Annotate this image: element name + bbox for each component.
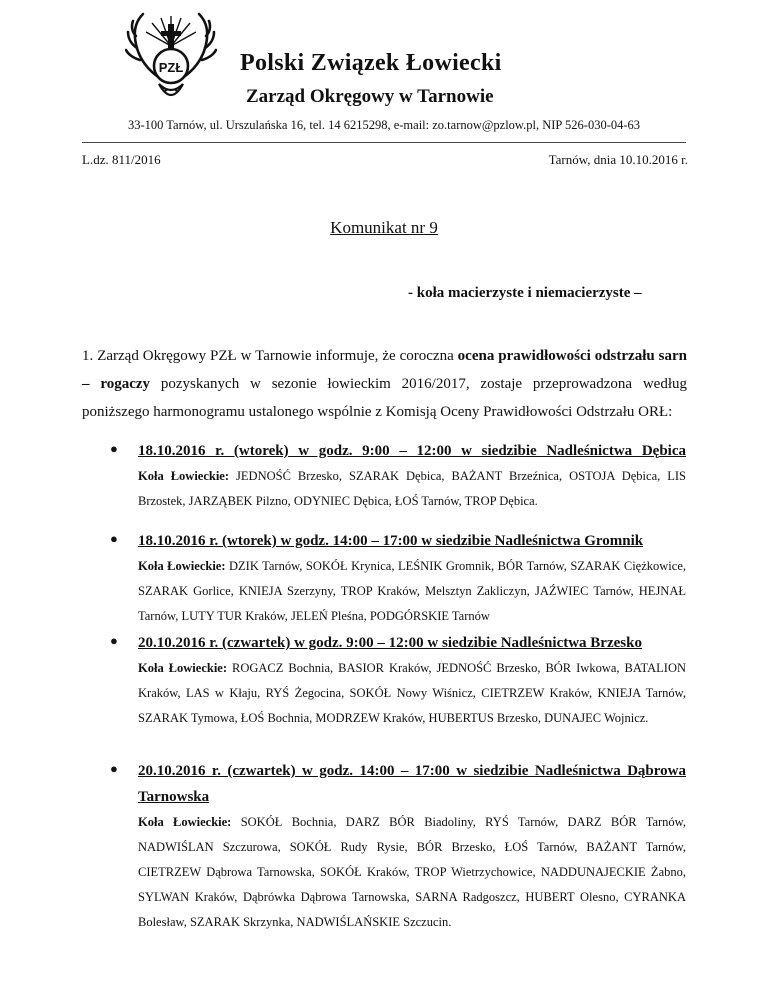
entry-clubs bbox=[138, 656, 686, 731]
document-subtitle: - koła macierzyste i niemacierzyste – bbox=[408, 285, 642, 301]
header-divider bbox=[82, 142, 686, 143]
intro-bold: ocena prawidłowości odstrzału sarn – rogaczy bbox=[82, 348, 687, 392]
bullet-icon: ● bbox=[110, 441, 118, 456]
entry-clubs bbox=[138, 554, 686, 629]
entry-heading: 20.10.2016 r. (czwartek) w godz. 14:00 – 17:00 w siedzibie Nadleśnictwa Dąbrowa bbox=[138, 763, 686, 779]
place-and-date: Tarnów, dnia 10.10.2016 r. bbox=[548, 152, 688, 167]
clubs-label: Koła Łowieckie: bbox=[138, 815, 232, 829]
pzl-logo bbox=[125, 10, 217, 106]
schedule-entry bbox=[110, 630, 686, 731]
intro-paragraph bbox=[82, 342, 687, 426]
reference-number: L.dz. 811/2016 bbox=[82, 152, 161, 167]
clubs-list: JEDNOŚĆ Brzesko, SZARAK Dębica, BAŻANT Brzeźnica, OSTOJA Dębica, LIS Brzostek, JARZĄBEK Pilzno, ODYNIEC Dębica, ŁOŚ Tarnów, TROP Dębica. bbox=[138, 469, 687, 508]
clubs-label: Koła Łowieckie: bbox=[138, 469, 230, 483]
entry-clubs bbox=[138, 810, 686, 935]
logo-text: PZŁ bbox=[158, 60, 184, 75]
clubs-list: DZIK Tarnów, SOKÓŁ Krynica, LEŚNIK Gromnik, BÓR Tarnów, SZARAK Ciężkowice, SZARAK Gorlice, KNIEJA Szerzyny, TROP Kraków, Melsztyn Zakliczyn, JAŹWIEC Tarnów, HEJNAŁ Tarnów, LUTY TUR Kraków, JELEŃ Pleśna, PODGÓRSKIE Tarnów bbox=[138, 559, 687, 623]
org-title: Polski Związek Łowiecki bbox=[240, 50, 502, 76]
org-address: 33-100 Tarnów, ul. Urszulańska 16, tel. 14 6215298, e-mail: zo.tarnow@pzlow.pl, NIP 526-030-04-63 bbox=[127, 118, 641, 132]
bullet-icon: ● bbox=[110, 761, 118, 776]
entry-heading: 20.10.2016 r. (czwartek) w godz. 9:00 – 12:00 w siedzibie Nadleśnictwa Brzesko bbox=[138, 635, 642, 651]
schedule-entry bbox=[110, 758, 687, 935]
intro-part-1: 1. Zarząd Okręgowy PZŁ w Tarnowie informuje, że coroczna bbox=[82, 348, 458, 364]
entry-clubs bbox=[138, 464, 686, 514]
document-title-text: Komunikat nr 9 bbox=[330, 218, 438, 237]
entry-heading: 18.10.2016 r. (wtorek) w godz. 9:00 – 12:00 w siedzibie Nadleśnictwa Dębica bbox=[138, 443, 686, 459]
clubs-list: ROGACZ Bochnia, BASIOR Kraków, JEDNOŚĆ Brzesko, BÓR Iwkowa, BATALION Kraków, LAS w Kłaju, RYŚ Żegocina, SOKÓŁ Nowy Wiśnicz, CIETRZEW Kraków, KNIEJA Tarnów, SZARAK Tymowa, ŁOŚ Bochnia, MODRZEW Kraków, HUBERTUS Brzesko, DUNAJEC Wojnicz. bbox=[138, 661, 686, 725]
bullet-icon: ● bbox=[110, 531, 118, 546]
clubs-label: Koła Łowieckie: bbox=[138, 661, 227, 675]
org-subtitle: Zarząd Okręgowy w Tarnowie bbox=[246, 86, 494, 107]
document-title bbox=[0, 218, 768, 238]
bullet-icon: ● bbox=[110, 633, 118, 648]
schedule-entry bbox=[110, 438, 687, 514]
clubs-label: Koła Łowieckie: bbox=[138, 559, 226, 573]
entry-heading-line-2: Tarnowska bbox=[138, 789, 210, 805]
intro-part-2: pozyskanych w sezonie łowieckim 2016/2017, zostaje przeprowadzona według poniższego harmonogramu ustalonego wspólnie z Komisją Oceny Prawidłowości Odstrzału ORŁ: bbox=[82, 376, 687, 420]
entry-heading: 18.10.2016 r. (wtorek) w godz. 14:00 – 17:00 w siedzibie Nadleśnictwa Gromnik bbox=[138, 533, 644, 549]
clubs-list: SOKÓŁ Bochnia, DARZ BÓR Biadoliny, RYŚ Tarnów, DARZ BÓR Tarnów, NADWIŚLAN Szczurowa, SOKÓŁ Rudy Rysie, BÓR Brzesko, ŁOŚ Tarnów, BAŻANT Tarnów, CIETRZEW Dąbrowa Tarnowska, SOKÓŁ Kraków, TROP Wietrzychowice, NADDUNAJECKIE Żabno, SYLWAN Kraków, Dąbrówka Dąbrowa Tarnowska, SARNA Radgoszcz, HUBERT Olesno, CYRANKA Bolesław, SZARAK Skrzynka, NADWIŚLAŃSKIE Szczucin. bbox=[138, 815, 687, 929]
schedule-entry bbox=[110, 528, 687, 629]
